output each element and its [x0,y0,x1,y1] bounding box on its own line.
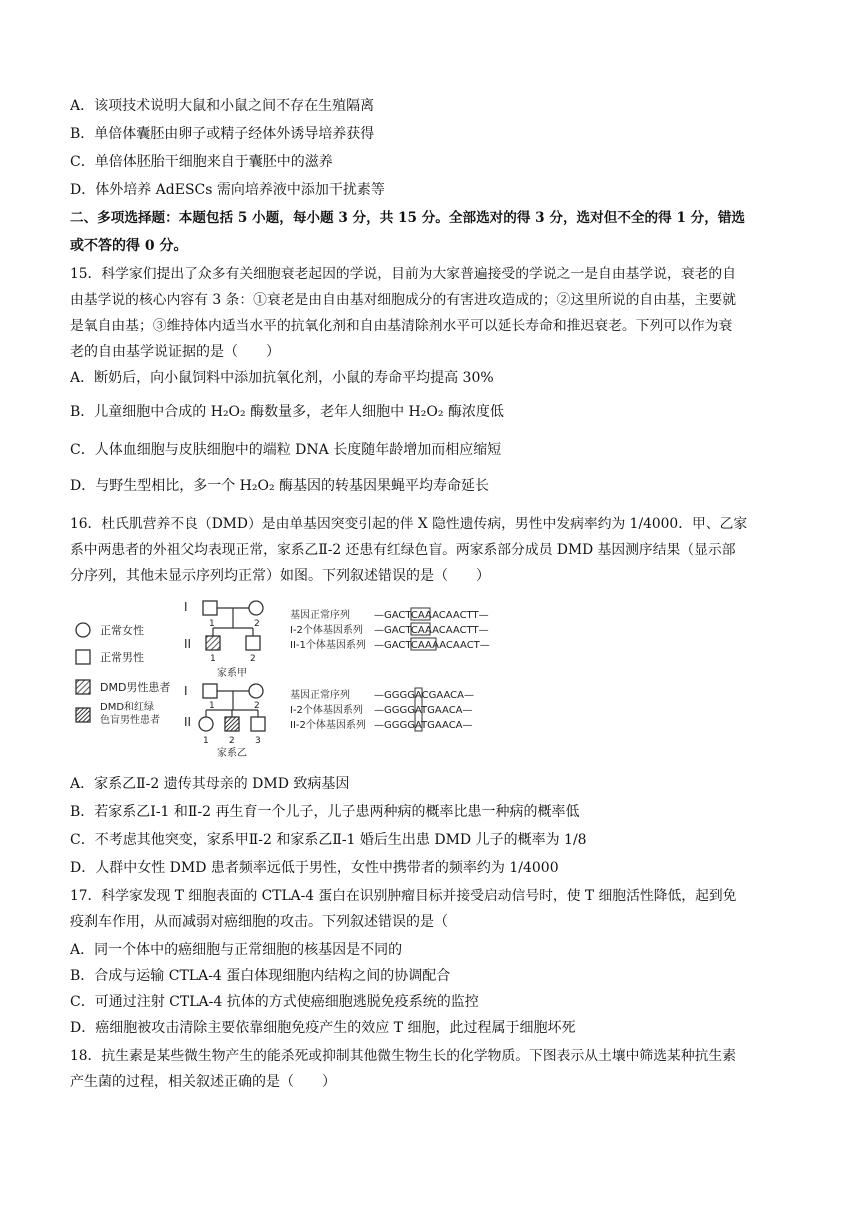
q17-option-d: D．癌细胞被攻击清除主要依靠细胞免疫产生的效应 T 细胞，此过程属于细胞坏死 [70,1020,576,1036]
pedigree-figure [72,596,532,758]
legend-dmd-colorblind-symbol [76,708,90,722]
q18-stem-line: 产生菌的过程，相关叙述正确的是（ ） [70,1074,336,1090]
q17-option-b: B．合成与运输 CTLA-4 蛋白体现细胞内结构之间的协调配合 [70,968,451,984]
q15-stem-line: 15．科学家们提出了众多有关细胞衰老起因的学说，目前为大家普遍接受的学说之一是自由基学说，衰老的自 [70,266,737,282]
individual-number: 3 [255,736,261,746]
legend-female-symbol [76,623,90,637]
legend-label: 正常女性 [100,624,144,637]
q14-option-b: B．单倍体囊胚由卵子或精子经体外诱导培养获得 [70,126,375,142]
individual-number: 2 [254,619,260,629]
q16-option-a: A．家系乙Ⅱ-2 遗传其母亲的 DMD 致病基因 [70,776,350,792]
section-2-heading-cont: 或不答的得 0 分。 [70,238,188,254]
q15-option-d: D．与野生型相比，多一个 H₂O₂ 酶基因的转基因果蝇平均寿命延长 [70,478,490,494]
q16-stem-line: 系中两患者的外祖父均表现正常，家系乙Ⅱ-2 还患有红绿色盲。两家系部分成员 DMD 基因测序结果（显示部 [70,542,736,558]
pedigree-jia [184,600,263,679]
individual-number: 2 [250,654,256,664]
q16-option-d: D．人群中女性 DMD 患者频率远低于男性，女性中携带者的频率约为 1/4000 [70,860,559,876]
individual-number: 2 [254,701,260,711]
q17-stem-line: 17．科学家发现 T 细胞表面的 CTLA-4 蛋白在识别肿瘤目标并接受启动信号时，使 T 细胞活性降低，起到免 [70,888,737,904]
sequence-value: —GGGGATGAACA— [374,720,473,731]
sequence-label: II-1个体基因系列 [290,640,366,651]
q15-option-b: B．儿童细胞中合成的 H₂O₂ 酶数量多，老年人细胞中 H₂O₂ 酶浓度低 [70,404,504,420]
legend-male-symbol [76,650,90,664]
q15-stem-line: 是氧自由基；③维持体内适当水平的抗氧化剂和自由基清除剂水平可以延长寿命和推迟衰老。下列可以作为衰 [70,318,733,334]
q17-stem-line: 疫刹车作用，从而减弱对癌细胞的攻击。下列叙述错误的是（ [70,914,448,930]
q16-option-c: C．不考虑其他突变，家系甲Ⅱ-2 和家系乙Ⅱ-1 婚后生出患 DMD 儿子的概率为 1/8 [70,832,587,848]
q16-stem-line: 16．杜氏肌营养不良（DMD）是由单基因突变引起的伴 X 隐性遗传病，男性中发病率约为 1/4000．甲、乙家 [70,516,748,532]
sequence-table-jia [290,608,490,651]
sequence-label: II-2个体基因系列 [290,720,366,731]
sequence-label: I-2个体基因系列 [290,625,363,636]
q15-stem-line: 老的自由基学说证据的是（ ） [70,344,280,360]
individual-number: 1 [203,736,209,746]
q15-option-c: C．人体血细胞与皮肤细胞中的端粒 DNA 长度随年龄增加而相应缩短 [70,442,502,458]
sequence-value: —GGGGATGAACA— [374,705,473,716]
generation-label: I [184,600,188,614]
legend-label: DMD和红绿 [100,702,155,713]
q18-stem-line: 18．抗生素是某些微生物产生的能杀死或抑制其他微生物生长的化学物质。下图表示从土壤中筛选某种抗生素 [70,1048,737,1064]
sequence-value: —GGGGACGAACA— [374,690,474,701]
sequence-label: 基因正常序列 [290,690,350,701]
q15-stem-line: 由基学说的核心内容有 3 条：①衰老是由自由基对细胞成分的有害进攻造成的；②这里所说的自由基，主要就 [70,292,736,308]
legend-dmd-male-symbol [76,680,90,694]
q14-option-c: C．单倍体胚胎干细胞来自于囊胚中的滋养 [70,154,333,170]
sequence-label: 基因正常序列 [290,610,350,621]
section-2-heading: 二、多项选择题：本题包括 5 小题，每小题 3 分，共 15 分。全部选对的得 3 分，选对但不全的得 1 分，错选 [70,210,746,226]
q17-option-a: A．同一个体中的癌细胞与正常细胞的核基因是不同的 [70,942,403,958]
legend [76,623,170,726]
generation-label: II [184,637,192,651]
individual-number: 1 [209,619,215,629]
q16-option-b: B．若家系乙Ⅰ-1 和Ⅱ-2 再生育一个儿子，儿子患两种病的概率比患一种病的概率低 [70,804,580,820]
generation-label: I [184,684,188,698]
q16-stem-line: 分序列，其他未显示序列均正常）如图。下列叙述错误的是（ ） [70,568,490,584]
individual-number: 2 [229,736,235,746]
legend-label: DMD男性患者 [100,681,171,694]
family-label: 家系甲 [217,668,247,679]
individual-number: 1 [209,701,215,711]
individual-number: 1 [210,654,216,664]
sequence-table-yi [290,688,474,731]
sequence-value: —GACTCAAACAACTT— [374,625,489,636]
sequence-value: —GACTCAAACAACTT— [374,610,489,621]
legend-label: 色盲男性患者 [100,715,160,726]
q14-option-d: D．体外培养 AdESCs 需向培养液中添加干扰素等 [70,182,385,198]
legend-label: 正常男性 [100,651,144,664]
generation-label: II [184,715,192,729]
sequence-label: I-2个体基因系列 [290,705,363,716]
family-label: 家系乙 [217,748,247,758]
q14-option-a: A．该项技术说明大鼠和小鼠之间不存在生殖隔离 [70,98,375,114]
pedigree-yi [184,684,265,758]
sequence-value: —GACTCAAAACAACT— [374,640,490,651]
q15-option-a: A．断奶后，向小鼠饲料中添加抗氧化剂，小鼠的寿命平均提高 30% [70,370,494,386]
q17-option-c: C．可通过注射 CTLA-4 抗体的方式使癌细胞逃脱免疫系统的监控 [70,994,479,1010]
